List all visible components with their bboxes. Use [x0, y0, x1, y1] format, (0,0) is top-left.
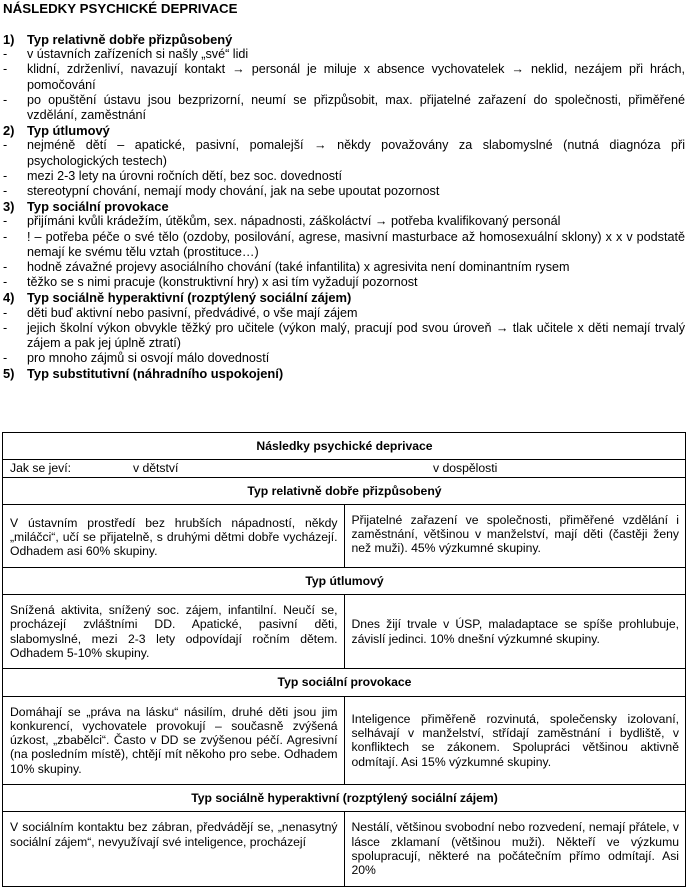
- table-title: Následky psychické deprivace: [3, 433, 686, 460]
- column-header: [3, 460, 686, 477]
- dash-bullet: -: [3, 184, 8, 199]
- type-header: Typ sociálně hyperaktivní (rozptýlený sociální zájem): [3, 785, 686, 812]
- list-item: - ! – potřeba péče o své tělo (ozdoby, posilování, agrese, masivní masturbace až homosexuální sklony) x x v podstatě nemají ke svému tělu vztah (prostituce…): [3, 229, 685, 259]
- deprivation-outline: [3, 32, 685, 382]
- jak-se-jevi-label: Jak se jeví:: [10, 461, 71, 476]
- list-item: - mezi 2-3 lety na úrovni ročních dětí, bez soc. dovedností: [3, 168, 343, 183]
- section-title: Typ sociální provokace: [27, 199, 169, 215]
- section-title: Typ relativně dobře přizpůsobený: [27, 32, 233, 47]
- type-header-row: [3, 785, 686, 812]
- list-item: - přijímáni kvůli krádežím, útěkům, sex. nápadnosti, záškoláctví → potřeba kvalifikovaný personál: [3, 214, 561, 229]
- section-number: 4): [3, 290, 15, 306]
- list-item: - děti buď aktivní nebo pasivní, předvádivé, o vše mají zájem: [3, 305, 358, 320]
- table-row: [3, 595, 686, 669]
- dash-bullet: -: [3, 168, 8, 183]
- section-heading-1: [3, 32, 685, 47]
- section-number: 1): [3, 32, 15, 47]
- column-header-child: v dětství: [133, 461, 179, 476]
- dash-bullet: -: [3, 62, 8, 77]
- type-header: Typ sociální provokace: [3, 669, 686, 696]
- list-item: - pro mnoho zájmů si osvojí málo dovedností: [3, 351, 270, 366]
- type-header-row: [3, 477, 686, 504]
- list-item: - nejméně dětí – apatické, pasivní, pomalejší → někdy považovány za slabomyslné (nutná diagnóza při psychologických testech): [3, 138, 685, 168]
- section-number: 2): [3, 123, 15, 139]
- child-cell: V sociálním kontaktu bez zábran, předvádějí se, „nenasytný sociální zájem“, nevyužívají své inteligence, procházejí: [3, 812, 345, 886]
- dash-bullet: -: [3, 92, 8, 107]
- table-row: [3, 812, 686, 886]
- table-row: [3, 504, 686, 567]
- type-header: Typ relativně dobře přizpůsobený: [3, 477, 686, 504]
- section-heading-3: [3, 199, 685, 214]
- column-header-adult: v dospělosti: [433, 461, 498, 476]
- section-title: Typ substitutivní (náhradního uspokojení): [27, 366, 284, 382]
- adult-cell: Nestálí, většinou svobodní nebo rozvedení, nemají přátele, v lásce zklamaní (většinou muži). Někteří ve výzkumu spolupracují, některé na počátečním přímo odmítají. Asi 20%: [344, 812, 686, 886]
- dash-bullet: -: [3, 320, 8, 335]
- dash-bullet: -: [3, 214, 8, 229]
- dash-bullet: -: [3, 351, 8, 366]
- type-header: Typ útlumový: [3, 567, 686, 594]
- adult-cell: Inteligence přiměřeně rozvinutá, společensky izolovaní, selhávají v manželství, střídají zaměstnání i bydliště, v konfliktech se zákonem. Spolupráci většinou aktivně odmítají. Asi 15% výzkumné skupiny.: [344, 696, 686, 784]
- section-title: Typ útlumový: [27, 123, 110, 139]
- dash-bullet: -: [3, 260, 8, 275]
- type-header-row: [3, 567, 686, 594]
- table-row: [3, 696, 686, 784]
- list-item: - klidní, zdrženliví, navazují kontakt → personál je miluje x absence vychovatelek → neklid, nezájem při hrách, pomočování: [3, 62, 685, 92]
- table-title-row: [3, 433, 686, 460]
- dash-bullet: -: [3, 138, 8, 153]
- section-title: Typ sociálně hyperaktivní (rozptýlený sociální zájem): [27, 290, 352, 306]
- list-item: - v ústavních zařízeních si našly „své“ lidi: [3, 47, 249, 62]
- child-cell: Snížená aktivita, snížený soc. zájem, infantilní. Neučí se, procházejí zvláštními DD. Apatické, pasivní děti, slabomyslné, mezi 2-3 lety odpovídají ročním dětem. Odhadem 5-10% skupiny.: [3, 595, 345, 669]
- dash-bullet: -: [3, 229, 8, 244]
- list-item: - stereotypní chování, nemají mody chování, jak na sebe upoutat pozornost: [3, 184, 440, 199]
- section-heading-5: [3, 366, 685, 381]
- section-heading-4: [3, 290, 685, 305]
- document-title: NÁSLEDKY PSYCHICKÉ DEPRIVACE: [3, 1, 238, 16]
- child-cell: V ústavním prostředí bez hrubších nápadností, někdy „miláčci“, učí se přijatelně, s druhými dětmi dobře vycházejí. Odhadem asi 60% skupiny.: [3, 504, 345, 567]
- table-header-row: [3, 460, 686, 477]
- adult-cell: Dnes žijí trvale v ÚSP, maladaptace se spíše prohlubuje, závislí jedinci. 10% dnešní výzkumné skupiny.: [344, 595, 686, 669]
- comparison-table: [2, 432, 686, 887]
- list-item: - jejich školní výkon obvykle těžký pro učitele (výkon malý, pracují pod svou úroveň → tlak učitele x děti nemají trvalý zájem a pak jej úplně ztratí): [3, 320, 685, 351]
- section-heading-2: [3, 123, 685, 138]
- child-cell: Domáhají se „práva na lásku“ násilím, druhé děti jsou jim konkurencí, vychovatele provokují – současně zvýšená úzkost, „zbabělci“. Často v DD se zvýšenou péčí. Agresivní (na posledním místě), chtějí mít někoho pro sebe. Odhadem 10% skupiny.: [3, 696, 345, 784]
- dash-bullet: -: [3, 305, 8, 320]
- list-item: - po opuštění ústavu jsou bezprizorní, neumí se přizpůsobit, max. přijatelné zařazení do společnosti, přiměřené vzdělání, zaměstnání: [3, 92, 685, 123]
- list-item: - hodně závažné projevy asociálního chování (také infantilita) x agresivita není dominantním rysem: [3, 260, 570, 275]
- section-number: 5): [3, 366, 15, 382]
- dash-bullet: -: [3, 275, 8, 290]
- adult-cell: Přijatelné zařazení ve společnosti, přiměřené vzdělání i zaměstnání, většinou v manželství, mají děti (častěji ženy než muži). 45% výzkumné skupiny.: [344, 504, 686, 567]
- type-header-row: [3, 669, 686, 696]
- section-number: 3): [3, 199, 15, 215]
- list-item: - těžko se s nimi pracuje (konstruktivní hry) x asi tím vyžadují pozornost: [3, 275, 418, 290]
- dash-bullet: -: [3, 47, 8, 62]
